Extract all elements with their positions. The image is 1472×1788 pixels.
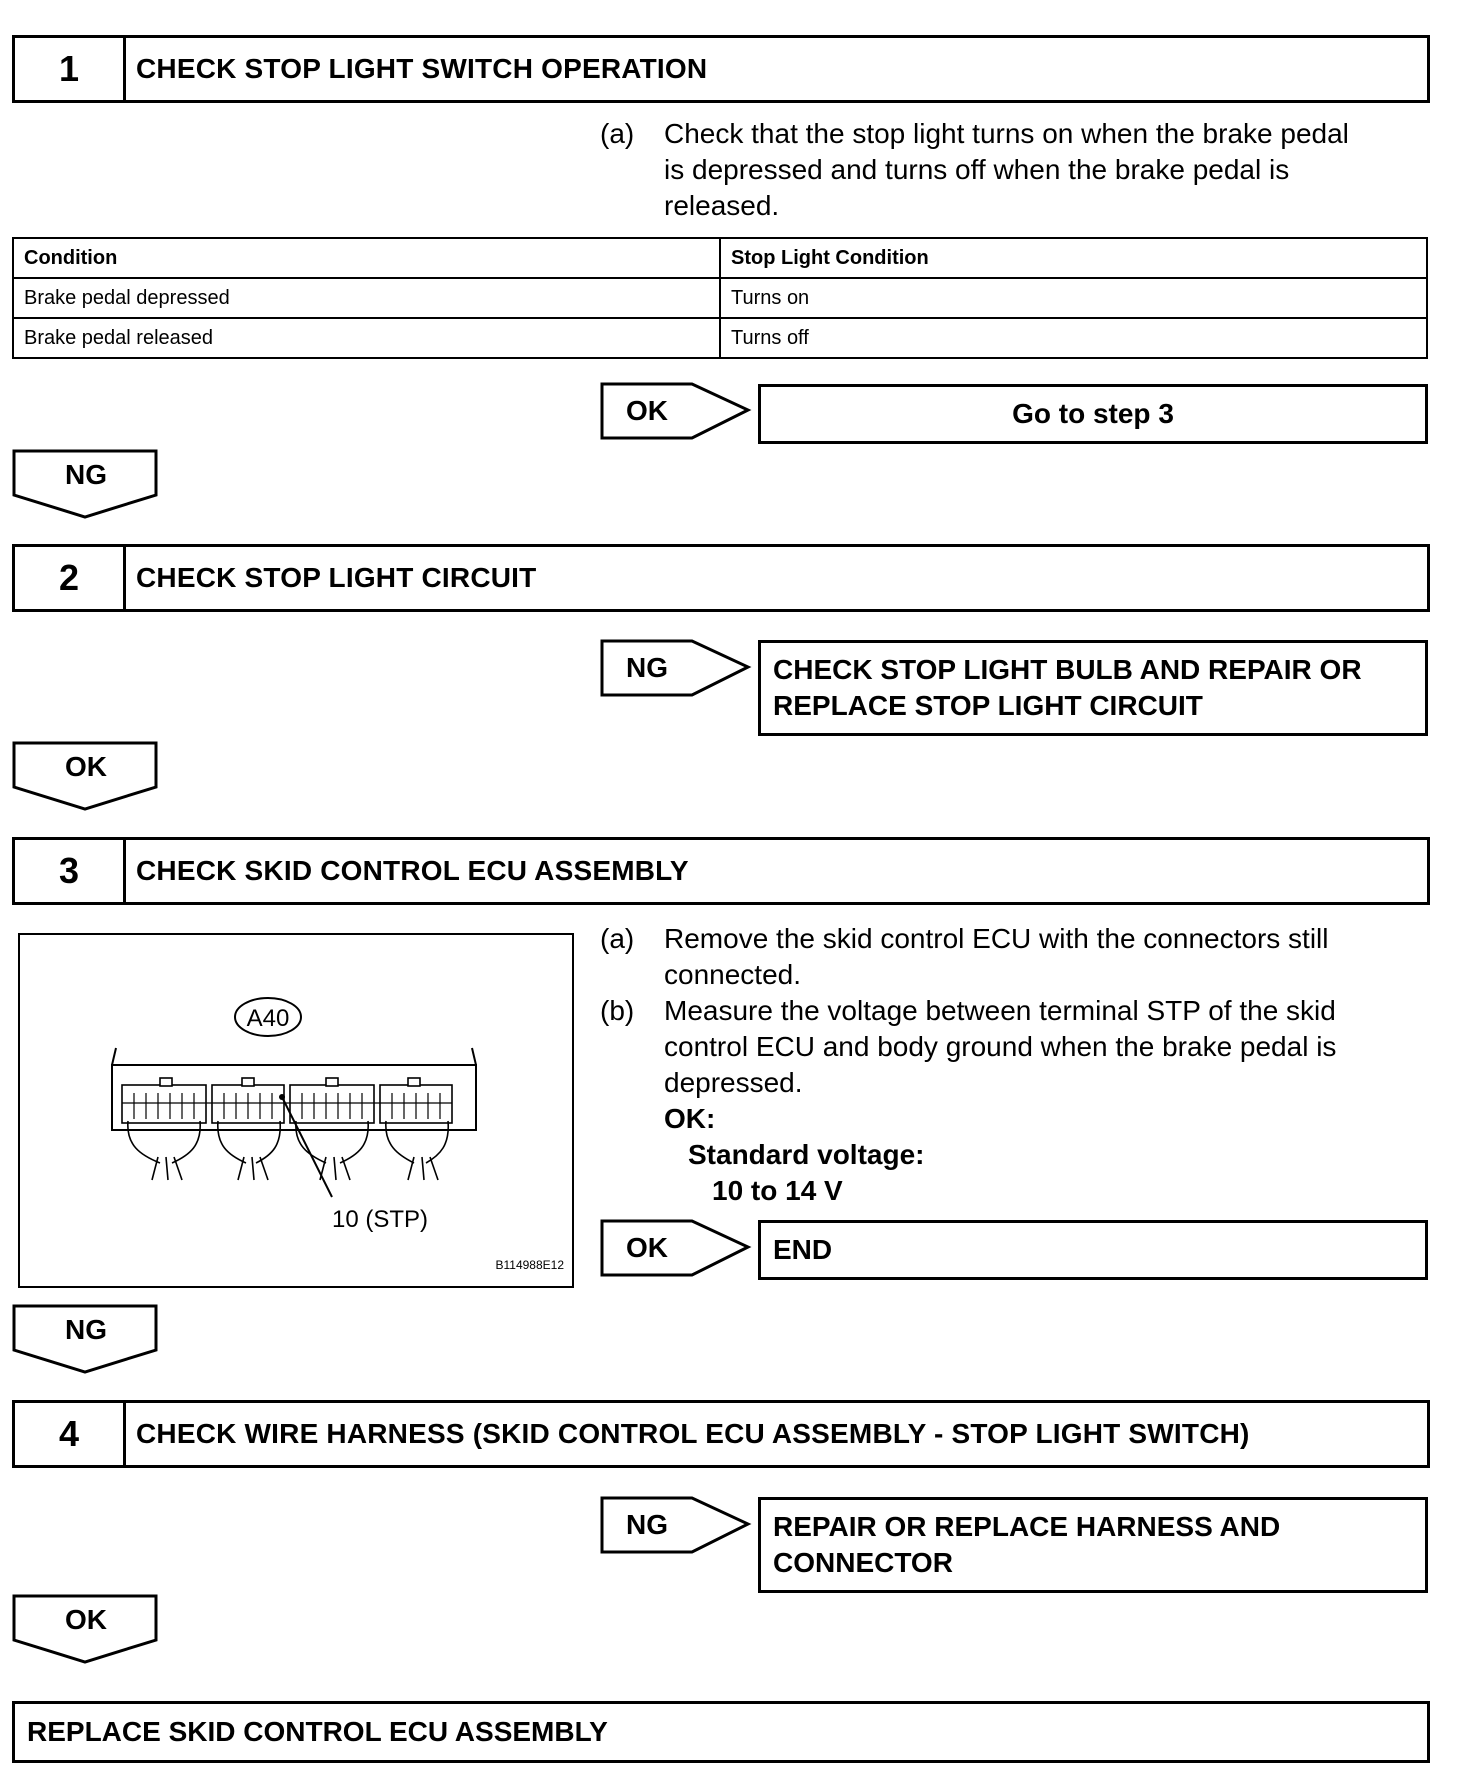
step-title: CHECK SKID CONTROL ECU ASSEMBLY [136,855,689,886]
table-header-row [13,238,1427,278]
ok-heading: OK: [664,1103,716,1134]
step-3-instruction-a [600,921,1430,993]
end-box[interactable]: END [758,1220,1428,1280]
step-number: 3 [15,840,126,902]
instruction-line: Measure the voltage between terminal STP of the skid [664,995,1336,1026]
instruction-line: control ECU and body ground when the brake pedal is [664,1031,1337,1062]
instruction-label: (a) [600,118,635,149]
table-row [13,318,1427,358]
repair-stop-light-circuit-box[interactable] [758,640,1428,736]
ok-arrow-label: OK [65,751,107,782]
step-title: CHECK STOP LIGHT SWITCH OPERATION [136,53,708,84]
right-arrow-icon [600,382,752,442]
step-title: CHECK STOP LIGHT CIRCUIT [136,562,537,593]
right-arrow-icon [600,1219,752,1279]
condition-table [12,237,1428,359]
connector-figure [18,933,574,1288]
instruction-line: depressed. [664,1067,803,1098]
step-1-instruction [600,116,1430,226]
terminal-label: 10 (STP) [331,1206,429,1233]
table-cell: Turns off [720,318,1427,358]
step-title: CHECK WIRE HARNESS (SKID CONTROL ECU ASSEMBLY - STOP LIGHT SWITCH) [136,1418,1250,1449]
go-to-step-3-box[interactable]: Go to step 3 [758,384,1428,444]
ok-arrow-label: OK [626,395,668,426]
step-1-header [12,35,1430,103]
table-cell: Turns on [720,278,1427,318]
ng-arrow-label: NG [626,1509,668,1540]
ng-arrow-label: NG [626,652,668,683]
step-number: 2 [15,547,126,609]
step-4-header [12,1400,1430,1468]
table-cell: Brake pedal released [13,318,720,358]
standard-label: Standard voltage: [688,1139,925,1170]
repair-harness-box[interactable] [758,1497,1428,1593]
instruction-line: Remove the skid control ECU with the connectors still [664,923,1329,954]
action-line: CONNECTOR [773,1547,953,1578]
instruction-line: connected. [664,959,801,990]
ok-arrow-label: OK [626,1232,668,1263]
right-arrow-icon [600,639,752,699]
step-2-header [12,544,1430,612]
table-row [13,278,1427,318]
connector-label: A40 [246,1005,290,1032]
instruction-line: released. [664,190,780,221]
table-header-cell: Stop Light Condition [720,238,1427,278]
step-number: 1 [15,38,126,100]
instruction-label: (b) [600,995,635,1026]
table-cell: Brake pedal depressed [13,278,720,318]
standard-value: 10 to 14 V [712,1175,843,1206]
action-line: REPAIR OR REPLACE HARNESS AND [773,1511,1281,1542]
right-arrow-icon [600,1496,752,1556]
action-line: REPLACE STOP LIGHT CIRCUIT [773,690,1203,721]
ecu-connector-diagram [20,935,572,1286]
action-line: CHECK STOP LIGHT BULB AND REPAIR OR [773,654,1362,685]
step-3-instruction-b [600,993,1430,1213]
step-number: 4 [15,1403,126,1465]
instruction-label: (a) [600,923,635,954]
instruction-line: Check that the stop light turns on when the brake pedal [664,118,1349,149]
instruction-line: is depressed and turns off when the brake pedal is [664,154,1290,185]
figure-code: B114988E12 [495,1258,564,1272]
final-action-box[interactable]: REPLACE SKID CONTROL ECU ASSEMBLY [12,1701,1430,1763]
ng-arrow-label: NG [65,459,107,490]
ok-arrow-label: OK [65,1604,107,1635]
ng-arrow-label: NG [65,1314,107,1345]
table-header-cell: Condition [13,238,720,278]
step-3-header [12,837,1430,905]
